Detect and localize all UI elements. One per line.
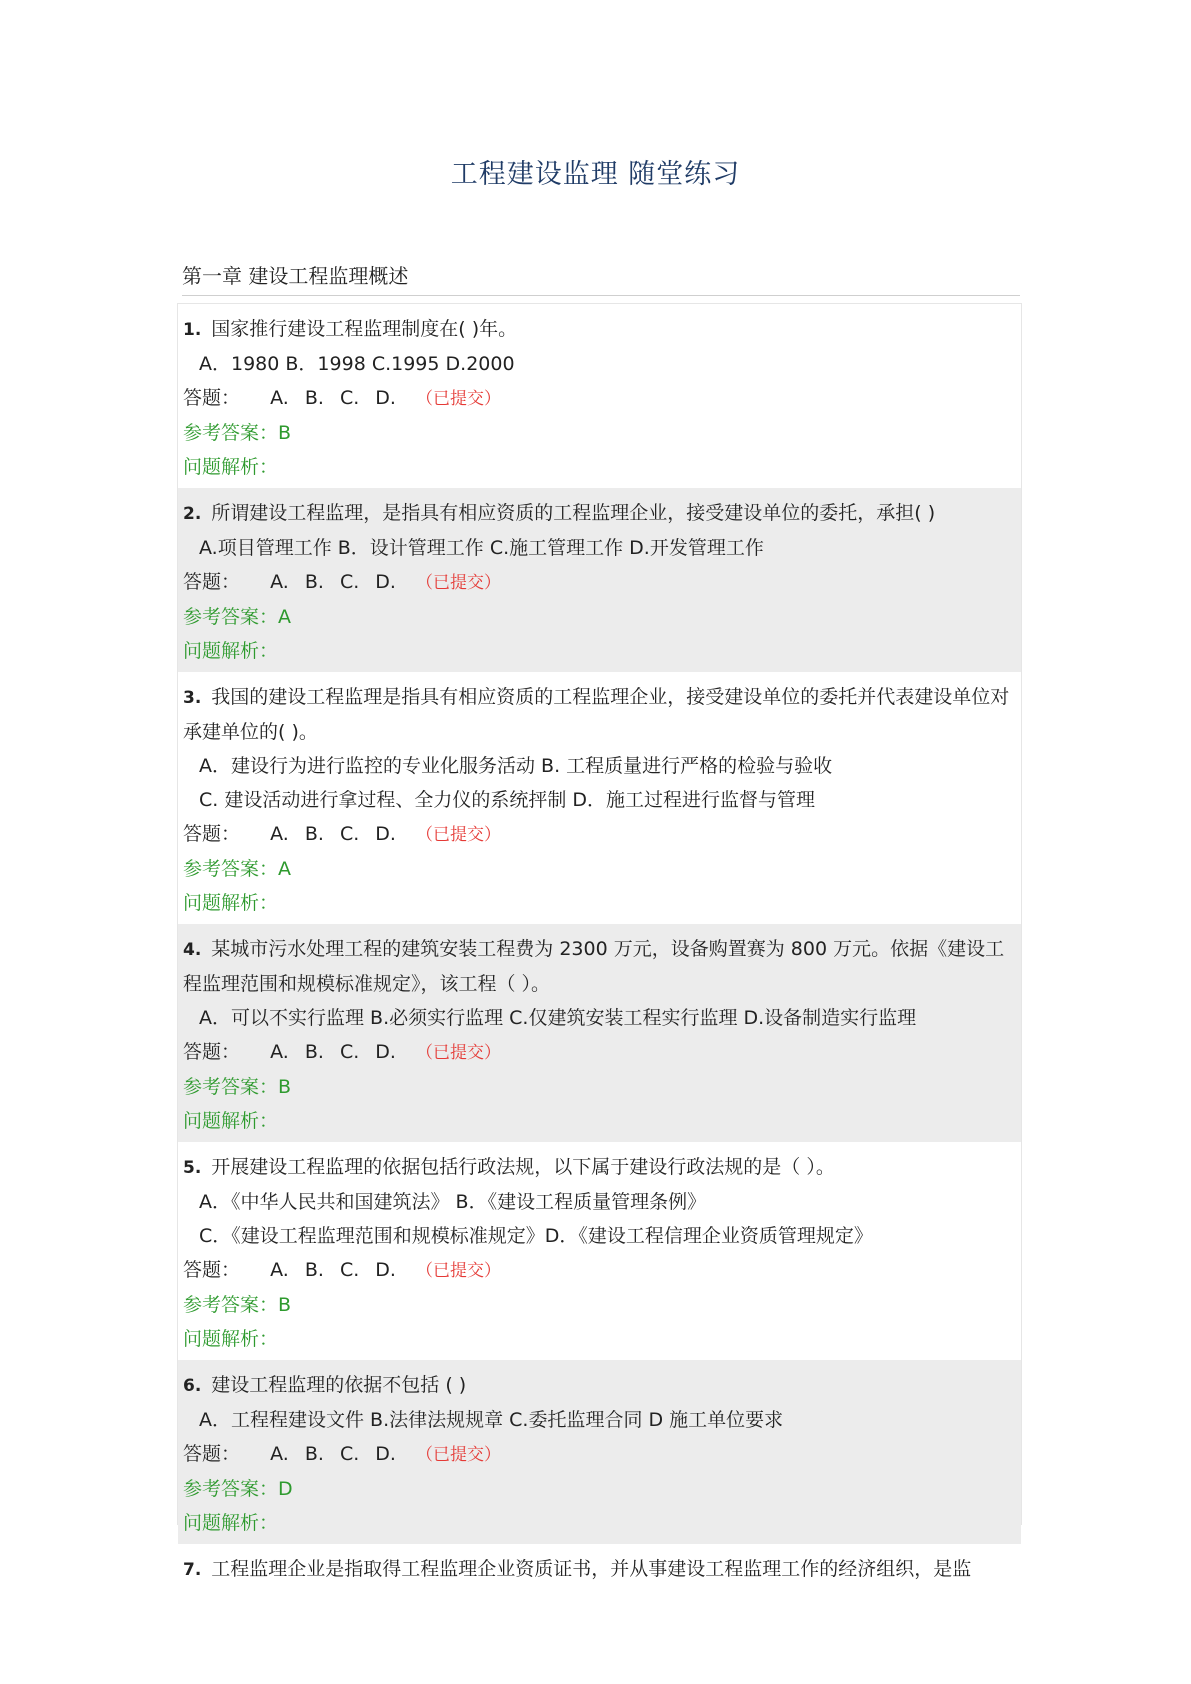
- analysis-label: 问题解析：: [183, 1328, 279, 1350]
- reference-answer: 参考答案：B: [183, 1294, 292, 1316]
- submitted-status: （已提交）: [416, 573, 502, 593]
- page-title: 工程建设监理 随堂练习: [450, 159, 741, 190]
- choice-a[interactable]: A.: [270, 571, 289, 593]
- choice-b[interactable]: B.: [304, 387, 324, 409]
- choice-b[interactable]: B.: [304, 1041, 324, 1063]
- question-item: [178, 924, 1021, 1142]
- question-stem: 开展建设工程监理的依据包括行政法规，以下属于建设行政法规的是（ ）。: [211, 1156, 835, 1178]
- analysis-label: 问题解析：: [183, 892, 279, 914]
- question-text: [183, 1368, 1016, 1403]
- question-text: [183, 1150, 1016, 1185]
- choice-c[interactable]: C.: [339, 571, 360, 593]
- question-number: 7.: [183, 1560, 202, 1580]
- question-text: [183, 680, 1016, 749]
- question-number: 5.: [183, 1158, 202, 1178]
- choice-b[interactable]: B.: [304, 1443, 324, 1465]
- question-list: [177, 303, 1022, 1580]
- chapter-title: 第一章 建设工程监理概述: [182, 260, 1020, 296]
- choice-c[interactable]: C.: [339, 1259, 360, 1281]
- submitted-status: （已提交）: [416, 1261, 502, 1281]
- choice-a[interactable]: A.: [270, 387, 289, 409]
- submitted-status: （已提交）: [416, 389, 502, 409]
- question-stem: 所谓建设工程监理，是指具有相应资质的工程监理企业，接受建设单位的委托，承担( ): [211, 502, 936, 524]
- answer-row: [183, 1437, 1016, 1472]
- answer-row: [183, 565, 1016, 600]
- analysis-label: 问题解析：: [183, 456, 279, 478]
- question-options: A．可以不实行监理 B.必须实行监理 C.仅建筑安装工程实行监理 D.设备制造实行监理: [199, 1007, 917, 1029]
- question-options: A．工程程建设文件 B.法律法规规章 C.委托监理合同 D 施工单位要求: [199, 1409, 784, 1431]
- question-item: [178, 304, 1021, 488]
- choice-b[interactable]: B.: [304, 823, 324, 845]
- reference-answer: 参考答案：A: [183, 606, 291, 628]
- reference-answer: 参考答案：B: [183, 1076, 292, 1098]
- question-text: [183, 1552, 1016, 1587]
- answer-label: 答题：: [183, 823, 241, 845]
- question-item: [178, 672, 1021, 924]
- reference-answer: 参考答案：A: [183, 858, 291, 880]
- question-options: A．建设行为进行监控的专业化服务活动 B. 工程质量进行严格的检验与验收: [199, 755, 833, 777]
- question-item: [178, 1360, 1021, 1544]
- answer-row: [183, 1253, 1016, 1288]
- analysis-label: 问题解析：: [183, 640, 279, 662]
- question-number: 4.: [183, 940, 202, 960]
- choice-a[interactable]: A.: [270, 1259, 289, 1281]
- choice-c[interactable]: C.: [339, 387, 360, 409]
- choice-a[interactable]: A.: [270, 823, 289, 845]
- question-text: [183, 932, 1016, 1001]
- question-item: [178, 488, 1021, 672]
- question-options: A.项目管理工作 B．设计管理工作 C.施工管理工作 D.开发管理工作: [199, 537, 764, 559]
- question-stem: 某城市污水处理工程的建筑安装工程费为 2300 万元，设备购置赛为 800 万元。依据《建设工程监理范围和规模标准规定》，该工程（ ）。: [183, 938, 1005, 995]
- answer-row: [183, 381, 1016, 416]
- submitted-status: （已提交）: [416, 1445, 502, 1465]
- question-stem: 国家推行建设工程监理制度在( )年。: [211, 318, 518, 340]
- choice-d[interactable]: D.: [375, 823, 396, 845]
- question-item: [178, 1142, 1021, 1360]
- submitted-status: （已提交）: [416, 825, 502, 845]
- reference-answer: 参考答案：D: [183, 1478, 293, 1500]
- question-number: 1.: [183, 320, 202, 340]
- choice-d[interactable]: D.: [375, 1041, 396, 1063]
- choice-d[interactable]: D.: [375, 1259, 396, 1281]
- question-stem: 建设工程监理的依据不包括 ( ): [211, 1374, 467, 1396]
- choice-d[interactable]: D.: [375, 387, 396, 409]
- submitted-status: （已提交）: [416, 1043, 502, 1063]
- choice-c[interactable]: C.: [339, 1443, 360, 1465]
- question-stem: 工程监理企业是指取得工程监理企业资质证书，并从事建设工程监理工作的经济组织，是监: [211, 1558, 972, 1580]
- question-number: 3.: [183, 688, 202, 708]
- question-options: C．《建设工程监理范围和规模标准规定》D．《建设工程信理企业资质管理规定》: [199, 1225, 873, 1247]
- question-text: [183, 496, 1016, 531]
- choice-b[interactable]: B.: [304, 571, 324, 593]
- choice-b[interactable]: B.: [304, 1259, 324, 1281]
- choice-c[interactable]: C.: [339, 823, 360, 845]
- question-options: A．《中华人民共和国建筑法》 B．《建设工程质量管理条例》: [199, 1191, 707, 1213]
- choice-d[interactable]: D.: [375, 1443, 396, 1465]
- analysis-label: 问题解析：: [183, 1110, 279, 1132]
- analysis-label: 问题解析：: [183, 1512, 279, 1534]
- choice-c[interactable]: C.: [339, 1041, 360, 1063]
- question-options: A．1980 B．1998 C.1995 D.2000: [199, 353, 515, 375]
- question-item: [178, 1544, 1021, 1591]
- answer-label: 答题：: [183, 571, 241, 593]
- question-number: 2.: [183, 504, 202, 524]
- answer-label: 答题：: [183, 1041, 241, 1063]
- choice-a[interactable]: A.: [270, 1041, 289, 1063]
- answer-label: 答题：: [183, 1259, 241, 1281]
- choice-a[interactable]: A.: [270, 1443, 289, 1465]
- reference-answer: 参考答案：B: [183, 422, 292, 444]
- question-text: [183, 312, 1016, 347]
- answer-row: [183, 1035, 1016, 1070]
- question-options: C. 建设活动进行拿过程、全力仪的系统抨制 D．施工过程进行监督与管理: [199, 789, 816, 811]
- question-number: 6.: [183, 1376, 202, 1396]
- choice-d[interactable]: D.: [375, 571, 396, 593]
- answer-label: 答题：: [183, 387, 241, 409]
- answer-label: 答题：: [183, 1443, 241, 1465]
- answer-row: [183, 817, 1016, 852]
- question-stem: 我国的建设工程监理是指具有相应资质的工程监理企业，接受建设单位的委托并代表建设单位对承建单位的( )。: [183, 686, 1010, 743]
